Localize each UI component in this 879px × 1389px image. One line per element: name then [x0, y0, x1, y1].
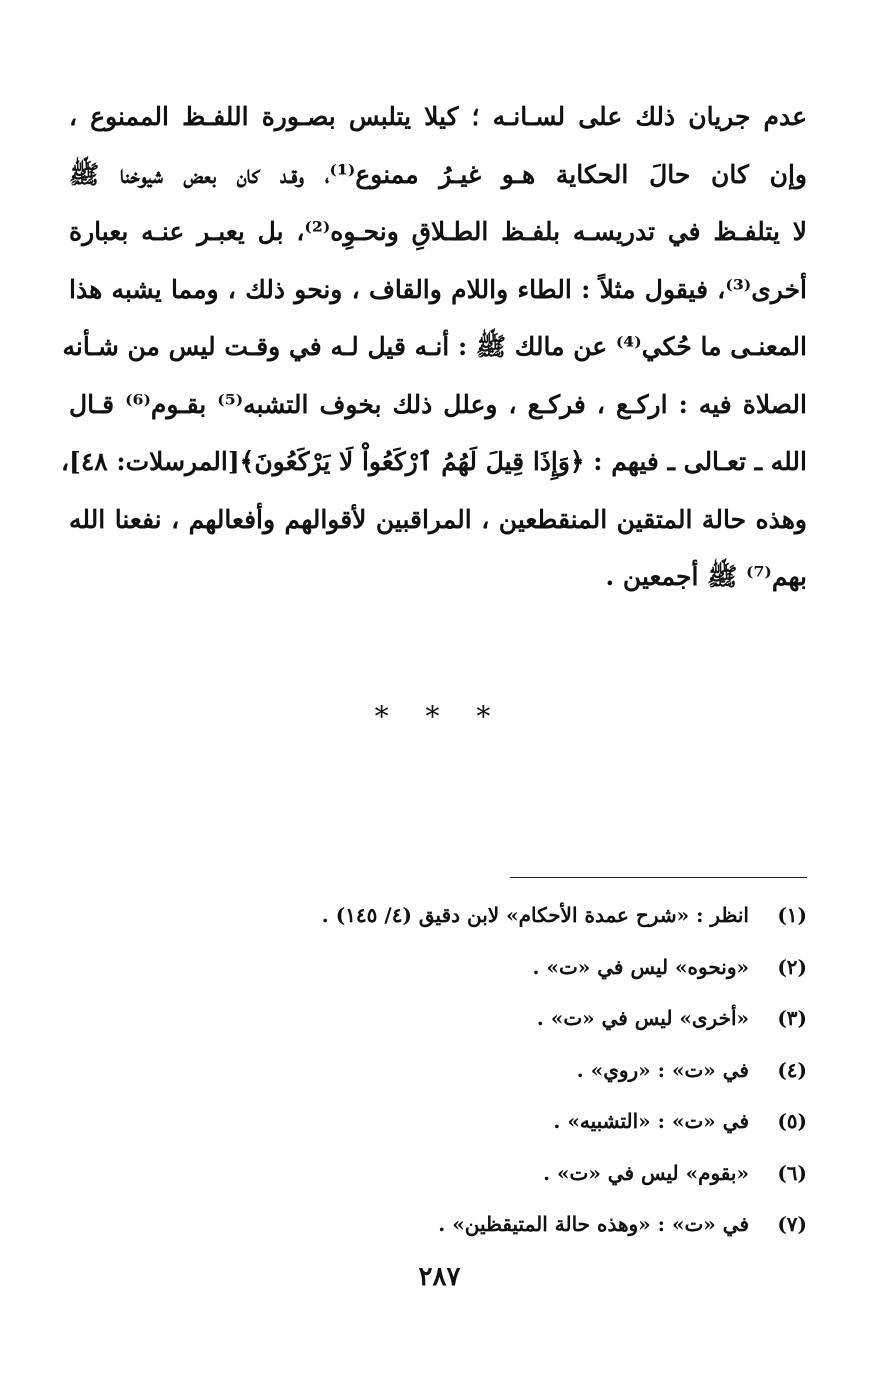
footnote-number: (٦)	[777, 1160, 807, 1185]
footnote-number: (١)	[777, 903, 807, 927]
text-line: بهم⁽⁷⁾ ﷺ أجمعين .	[605, 562, 807, 591]
footnote	[187, 895, 807, 947]
text-line: لا يتلفـظ في تدريسـه بلفـظ الطـلاقِ ونحـوِه⁽²⁾، بل يعبـر عنـه بعبارة	[69, 217, 807, 246]
text-line: وهذه حالة المتقين المنقطعين ، المراقبين لأقوالهم وأفعالهم ، نفعنا الله	[69, 504, 807, 534]
footnote-text: في «ت» : «روي» .	[576, 1057, 749, 1082]
text-line: عدم جريان ذلك على لسـانـه ؛ كيلا يتلبس بصـورة اللفـظ الممنوع ،	[69, 102, 807, 131]
footnote-number: (٣)	[777, 1006, 807, 1030]
footnote-text: في «ت» : «التشبيه» .	[553, 1109, 749, 1133]
footnote-text: انظر : «شرح عمدة الأحكام» لابن دقيق (٤/ ١٤٥) .	[321, 903, 749, 927]
footnote-number: (٧)	[777, 1212, 807, 1236]
footnote-text: «بقوم» ليس في «ت» .	[543, 1160, 749, 1185]
footnote	[187, 998, 807, 1050]
footnote-divider	[510, 877, 807, 878]
footnote-text: «ونحوه» ليس في «ت» .	[532, 954, 749, 979]
footnote	[187, 1050, 807, 1102]
text-line: الله ـ تعـالى ـ فيهم : ﴿وَإِذَا قِيلَ لَهُمُ ٱرْكَعُواْ لَا يَرْكَعُونَ﴾[المرسلات: ٤٨]،	[60, 447, 807, 476]
text-line: وإن كان حالَ الحكاية هـو غيـرُ ممنوع⁽¹⁾، وقـد كان بعض شيوخنا ﷺ	[69, 159, 807, 189]
main-text	[60, 88, 807, 606]
page-number: ٢٨٧	[418, 1262, 461, 1292]
footnote-number: (٥)	[777, 1109, 807, 1133]
text-line: الصلاة فيه : اركـع ، فركـع ، وعلل ذلك بخوف التشبه⁽⁵⁾ بقـوم⁽⁶⁾ قـال	[69, 389, 807, 419]
text-line: أخرى⁽³⁾، فيقول مثلاً : الطاء واللام والقاف ، ونحو ذلك ، ومما يشبه هذا	[69, 274, 807, 304]
footnote-text: في «ت» : «وهذه حالة المتيقظين» .	[438, 1212, 749, 1236]
footnote	[187, 1204, 807, 1256]
footnotes	[187, 895, 807, 1256]
footnote	[187, 1101, 807, 1153]
section-separator: * * *	[374, 700, 505, 733]
text-line: المعنـى ما حُكي⁽⁴⁾ عن مالك ﷺ : أنـه قيل لـه في وقـت ليس من شـأنه	[62, 332, 807, 361]
footnote	[187, 947, 807, 999]
footnote-number: (٢)	[777, 954, 807, 979]
footnote-text: «أخرى» ليس في «ت» .	[536, 1006, 749, 1030]
footnote-number: (٤)	[777, 1057, 807, 1082]
footnote	[187, 1153, 807, 1205]
